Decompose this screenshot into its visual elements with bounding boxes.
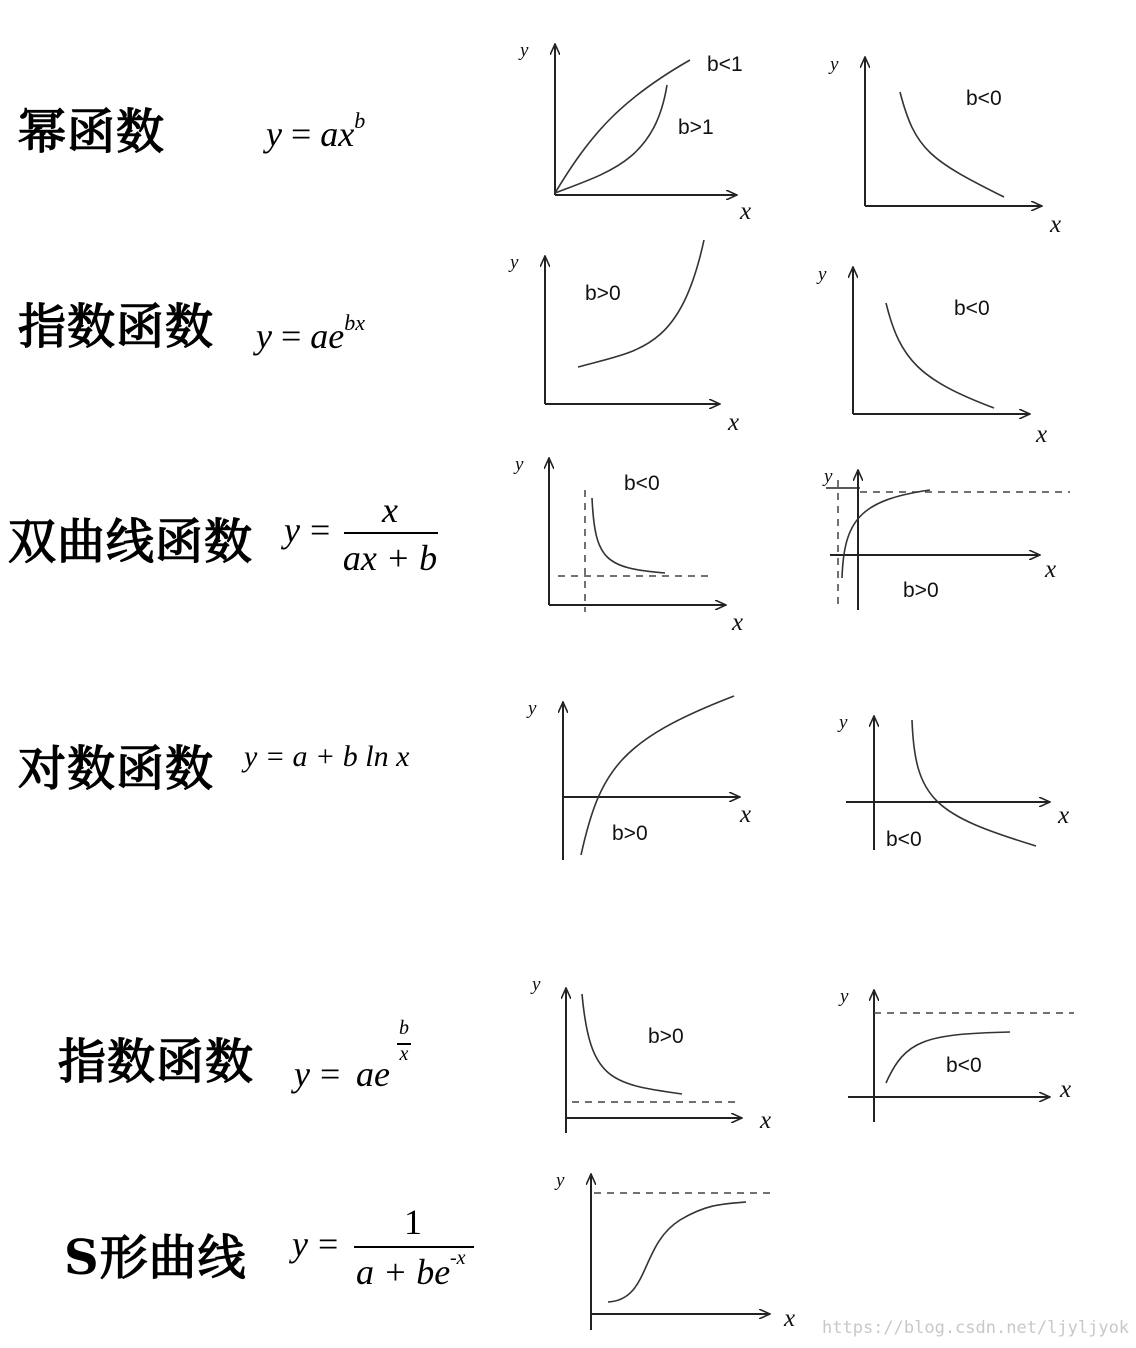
curve-label: b>0 [648, 1025, 684, 1048]
formula-s-curve: y = 1 a + be -x [292, 1204, 492, 1294]
x-axis-label: x [1050, 211, 1062, 238]
curve-b-lt-0 [912, 720, 1036, 846]
y-axis-label: y [532, 974, 541, 995]
curve-label: b>0 [585, 282, 621, 305]
plot-power-a [518, 40, 751, 225]
s-curve [608, 1202, 746, 1302]
plot-hyperbolic-b [822, 466, 1070, 610]
x-axis-label: x [1036, 421, 1048, 448]
plot-logarithmic-a [526, 696, 751, 860]
curve-b-lt-0 [592, 498, 665, 573]
plot-power-b [828, 54, 1061, 238]
formula-logarithmic: y = a + b ln x [244, 740, 410, 773]
x-axis-label: x [784, 1305, 796, 1332]
plot-exponential-reciprocal-b [838, 986, 1074, 1122]
y-axis-label: y [528, 698, 537, 719]
curve-label: b<1 [707, 53, 743, 76]
plot-exponential-a [508, 240, 739, 436]
plot-s-curve [554, 1170, 795, 1332]
plot-exponential-b [816, 264, 1047, 448]
row-title-logarithmic-function: 对数函数 [18, 741, 215, 797]
curve-b-lt-1 [555, 60, 690, 193]
curve-b-gt-1 [555, 85, 667, 193]
y-axis-label: y [839, 712, 848, 733]
y-axis-label: y [510, 252, 519, 273]
curve-label: b>0 [903, 579, 939, 602]
y-axis-label: y [840, 986, 849, 1007]
x-axis-label: x [1060, 1076, 1072, 1103]
plot-hyperbolic-a [513, 454, 743, 636]
y-axis-label: y [824, 466, 833, 487]
curve-label: b>0 [612, 822, 648, 845]
x-axis-label: x [1058, 802, 1070, 829]
curve-b-gt-0 [842, 490, 930, 578]
curve-b-gt-0 [581, 696, 734, 855]
curve-label: b<0 [886, 828, 922, 851]
row-title-exponential-function-2: 指数函数 [58, 1034, 255, 1090]
formula-hyperbolic: y = x ax + b [284, 490, 438, 578]
formula-exponential-reciprocal: y = ae b x [294, 1017, 409, 1094]
row-title-exponential-function: 指数函数 [18, 299, 215, 355]
x-axis-label: x [760, 1107, 772, 1134]
x-axis-label: x [728, 409, 740, 436]
formula-power: $y = ax^b$ [266, 108, 366, 154]
y-axis-label: y [520, 40, 529, 61]
row-title-power-function: 幂函数 [18, 104, 166, 160]
curve-label: b<0 [966, 87, 1002, 110]
y-axis-label: y [515, 454, 524, 475]
curve-label: b<0 [624, 472, 660, 495]
formula-exponential: $y = ae^{bx}$ [256, 310, 366, 356]
curve-label: b<0 [954, 297, 990, 320]
y-axis-label: y [830, 54, 839, 75]
row-title-s-curve: S形曲线 [64, 1230, 247, 1286]
watermark: https://blog.csdn.net/ljyljyok [822, 1318, 1130, 1338]
y-axis-label: y [818, 264, 827, 285]
curve-label: b<0 [946, 1054, 982, 1077]
x-axis-label: x [1045, 556, 1057, 583]
x-axis-label: x [740, 198, 752, 225]
row-title-hyperbolic-function: 双曲线函数 [8, 514, 254, 570]
curve-label: b>1 [678, 116, 714, 139]
y-axis-label: y [556, 1170, 565, 1191]
x-axis-label: x [732, 609, 744, 636]
plot-exponential-reciprocal-a [530, 974, 771, 1134]
x-axis-label: x [740, 801, 752, 828]
plot-logarithmic-b [837, 712, 1069, 851]
